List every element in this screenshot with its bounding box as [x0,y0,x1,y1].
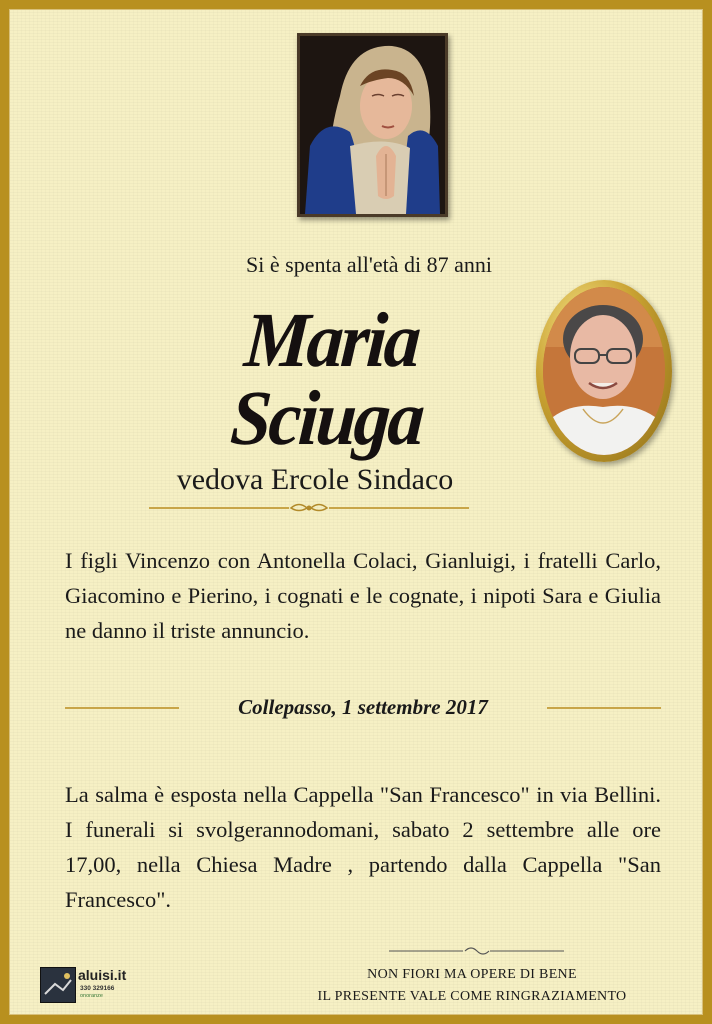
obituary-page [9,9,703,1015]
funeral-info-text: La salma è esposta nella Cappella "San Francesco" in via Bellini. I funerali si svolgerannodomani, sabato 2 settembre alle ore 17,00, nella Chiesa Madre , partendo dalla Cappella "San Francesco". [65,782,661,912]
announcement-text: I figli Vincenzo con Antonella Colaci, Gianluigi, i fratelli Carlo, Giacomino e Pierino, i cognati e le cognate, i nipoti Sara e Giulia ne danno il triste annuncio. [65,548,661,643]
widow-line: vedova Ercole Sindaco [176,463,454,496]
funeral-home-logo [40,967,150,1007]
portrait-frame [536,280,672,462]
logo-image [40,967,76,1003]
portrait-photo [543,287,665,455]
ornament-divider [149,501,469,515]
deceased-name: Maria Sciuga [228,296,425,461]
place-date: Collepasso, 1 settembre 2017 [238,695,488,719]
logo-brand: aluisi.it [78,967,127,983]
logo-small-text: onoranze [80,993,103,999]
footer-line-2: IL PRESENTE VALE COME RINGRAZIAMENTO [317,989,627,1004]
footer-ornament [389,945,564,957]
place-date-row [65,695,661,725]
madonna-image [297,33,448,217]
logo-phone: 330 329166 [80,985,115,992]
footer-line-1: NON FIORI MA OPERE DI BENE [367,967,577,982]
age-line: Si è spenta all'età di 87 anni [246,252,492,277]
